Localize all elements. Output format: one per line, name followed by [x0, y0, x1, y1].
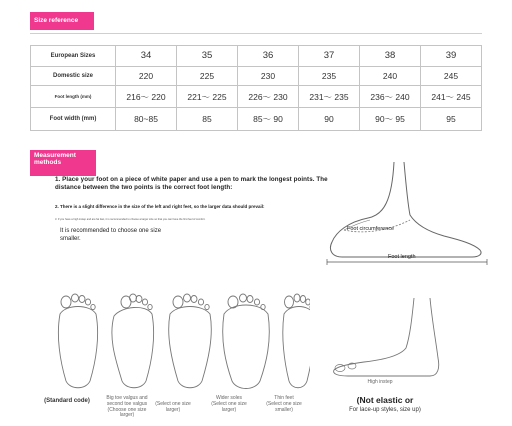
table-cell: 90～ 95	[360, 108, 421, 131]
measurement-methods-tag: Measurement methods	[30, 150, 96, 176]
size-reference-tag: Size reference	[30, 12, 94, 30]
table-cell: 235	[299, 66, 360, 85]
foot-type-note: (Select one size smaller)	[266, 400, 302, 413]
table-cell: 230	[238, 66, 299, 85]
foot-circumference-label: Foot circumference	[347, 226, 395, 232]
foot-type-caption-wide-forefoot: (Select one size larger)	[155, 401, 191, 413]
instruction-step-3: 3. If you have a high instep and are fat feet, it is recommended to choose a larger size so that you can have the first feel of comfort.	[55, 218, 206, 221]
foot-outline-thin	[283, 294, 310, 388]
table-cell: 225	[177, 66, 238, 85]
foot-type-note: (Choose one size larger)	[107, 406, 147, 419]
high-instep-label: High instep	[367, 379, 393, 385]
foot-type-caption-wide-sole	[204, 396, 254, 413]
high-instep-illustration	[326, 296, 456, 378]
high-instep-note-1: (Not elastic or	[356, 395, 414, 405]
table-cell: 35	[177, 46, 238, 67]
instruction-step-1: 1. Place your foot on a piece of white paper and use a pen to mark the longest points. The distance between the two points is the correct foot length:	[55, 176, 328, 191]
table-cell: 245	[421, 66, 482, 85]
foot-length-label: Foot length	[388, 254, 416, 260]
table-row	[31, 46, 482, 67]
foot-side-illustration	[322, 160, 497, 265]
foot-type-caption-thin	[262, 396, 306, 413]
foot-outline-wide-forefoot	[169, 294, 212, 388]
table-cell: 236～ 240	[360, 85, 421, 108]
table-row	[31, 85, 482, 108]
instruction-step-2: 2. There is a slight difference in the size of the left and right feet, so the larger data should prevail:	[55, 204, 265, 209]
foot-outline-wide-sole	[223, 294, 270, 389]
foot-type-caption-standard: (Standard code)	[44, 398, 90, 404]
table-cell: 226～ 230	[238, 85, 299, 108]
row-label: Foot length (mm)	[31, 85, 116, 108]
high-instep-note-2: For lace-up styles, size up)	[349, 407, 421, 413]
table-cell: 37	[299, 46, 360, 67]
table-cell: 80~85	[116, 108, 177, 131]
table-row	[31, 108, 482, 131]
foot-outline-standard	[58, 294, 97, 388]
table-cell: 38	[360, 46, 421, 67]
size-table	[30, 45, 482, 131]
foot-outline-valgus	[112, 294, 154, 388]
table-cell: 85～ 90	[238, 108, 299, 131]
table-cell: 90	[299, 108, 360, 131]
foot-type-name: Wider soles	[215, 395, 243, 401]
table-row	[31, 66, 482, 85]
table-cell: 216～ 220	[116, 85, 177, 108]
foot-type-caption-valgus	[102, 396, 152, 419]
row-label: Foot width (mm)	[31, 108, 116, 131]
foot-type-name: Thin feet	[274, 395, 294, 401]
table-cell: 240	[360, 66, 421, 85]
table-cell: 85	[177, 108, 238, 131]
row-label: Domestic size	[31, 66, 116, 85]
divider	[30, 33, 482, 34]
table-cell: 95	[421, 108, 482, 131]
table-cell: 36	[238, 46, 299, 67]
table-cell: 39	[421, 46, 482, 67]
row-label: European Sizes	[31, 46, 116, 67]
table-cell: 231～ 235	[299, 85, 360, 108]
foot-types-illustration	[50, 286, 310, 396]
table-cell: 221～ 225	[177, 85, 238, 108]
table-cell: 241～ 245	[421, 85, 482, 108]
advice-text: It is recommended to choose one size smaller.	[60, 228, 162, 242]
foot-type-name: Big toe valgus and second toe valgus	[106, 395, 148, 407]
table-cell: 34	[116, 46, 177, 67]
table-cell: 220	[116, 66, 177, 85]
foot-type-note: (Select one size larger)	[211, 400, 247, 413]
